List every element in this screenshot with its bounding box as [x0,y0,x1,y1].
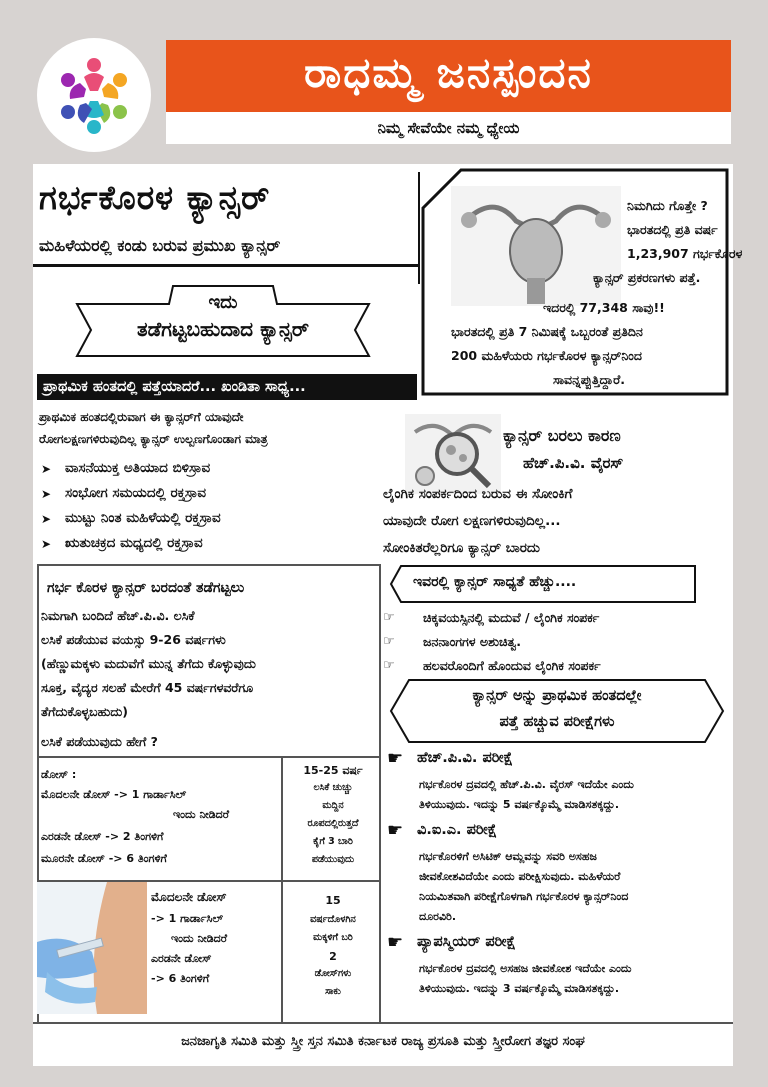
arrow-icon: ➤ [41,537,52,551]
page-title: ಗರ್ಭಕೊರಳ ಕ್ಯಾನ್ಸರ್ [39,178,271,217]
risk-item: ಜನನಾಂಗಗಳ ಅಶುಚಿತ್ವ. [423,634,521,649]
vaccine-line: ತೆಗೆದುಕೊಳ್ಳಬಹುದು) [41,704,128,719]
fact-line: ನಿಮಗಿದು ಗೊತ್ತೇ ? [627,198,708,213]
age-block-line: 15 [325,894,341,907]
tests-heading: ಕ್ಯಾನ್ಸರ್ ಅನ್ನು ಪ್ರಾಥಮಿಕ ಹಂತದಲ್ಲೇ [472,688,642,704]
vaccine-heading: ಗರ್ಭ ಕೊರಳ ಕ್ಯಾನ್ಸರ್ ಬರದಂತೆ ತಡೆಗಟ್ಟಲು [47,580,245,596]
age-block-line: ಪಡೆಯುವುದು [311,854,355,865]
risk-item: ಹಲವರೊಂದಿಗೆ ಹೊಂದುವ ಲೈಂಗಿಕ ಸಂಪರ್ಕ [423,658,601,673]
hpv-title: ಕ್ಯಾನ್ಸರ್ ಬರಲು ಕಾರಣ [503,426,621,445]
test-desc: ಗರ್ಭಕೊರಳ ದ್ರವದಲ್ಲಿ ಹೆಚ್.ಪಿ.ವಿ. ವೈರಸ್ ಇದೆಯೇ ಎಂದು [419,778,634,791]
pointing-hand-icon: ☞ [383,610,395,625]
test-desc: ದೂರವಿರಿ. [419,910,457,923]
age-block-line: ಡೋಸ್‌ಗಳು [314,968,352,979]
pointing-hand-icon: ☛ [387,820,404,841]
dose-row: ಮೊದಲನೇ ಡೋಸ್ [151,890,227,904]
footer-credits: ಜನಜಾಗೃತಿ ಸಮಿತಿ ಮತ್ತು ಸ್ತ್ರೀ ಸ್ತನ ಸಮಿತಿ ಕರ್ನಾಟಕ ರಾಜ್ಯ ಪ್ರಸೂತಿ ಮತ್ತು ಸ್ತ್ರೀರೋಗ ತಜ್ಞರ ಸಂಘ [181,1034,585,1049]
vaccination-photo [37,882,147,1014]
dose-row: ಇಂದು ನೀಡಿದರೆ [173,808,230,821]
dose-row: ಮೂರನೇ ಡೋಸ್ -> 6 ತಿಂಗಳಿಗೆ [41,852,167,865]
age-block-line: ಸಾಕು [325,986,341,997]
symptom-item: ಸಂಭೋಗ ಸಮಯದಲ್ಲಿ ರಕ್ತಸ್ರಾವ [65,485,207,501]
fact-line: ಇದರಲ್ಲಿ 77,348 ಸಾವು!! [543,300,665,315]
age-block-line: ಮದ್ದಿನ [322,800,344,811]
pointing-hand-icon: ☛ [387,748,404,769]
test-desc: ಗರ್ಭಕೊರಳ ದ್ರವದಲ್ಲಿ ಅಸಹಜ ಜೀವಕೋಶ ಇದೆಯೇ ಎಂದು [419,962,632,975]
dose-row: -> 1 ಗಾರ್ಡಾಸಿಲ್ [151,912,224,925]
logo [37,38,151,152]
fact-line: 200 ಮಹಿಳೆಯರು ಗರ್ಭಕೊರಳ ಕ್ಯಾನ್ಸರ್‌ನಿಂದ [451,348,642,363]
symptom-item: ವಾಸನೆಯುಕ್ತ ಅತಿಯಾದ ಬಿಳಿಸ್ರಾವ [65,460,211,476]
tagline: ನಿಮ್ಮ ಸೇವೆಯೇ ನಮ್ಮ ಧ್ಯೇಯ [166,112,731,144]
dose-row: -> 6 ತಿಂಗಳಿಗೆ [151,972,210,985]
dose-row: ಇಂದು ನೀಡಿದರೆ [171,932,228,945]
fact-line: ಸಾವನ್ನಪ್ಪುತ್ತಿದ್ದಾರೆ. [553,372,626,387]
poster-sheet [33,164,743,1066]
vaccine-line: (ಹೆಣ್ಣುಮಕ್ಕಳು ಮದುವೆಗೆ ಮುನ್ನ ತೆಗೆದು ಕೊಳ್ಳುವುದು [41,656,256,671]
pointing-hand-icon: ☞ [383,634,395,649]
dose-row: ಮೊದಲನೇ ಡೋಸ್ -> 1 ಗಾರ್ಡಾಸಿಲ್ [41,788,187,801]
vaccine-line: ನಿಮಗಾಗಿ ಬಂದಿದೆ ಹೆಚ್.ಪಿ.ವಿ. ಲಸಿಕೆ [41,608,195,623]
test-desc: ಗರ್ಭಕೊರಳಿಗೆ ಅಸಿಟಿಕ್ ಆಮ್ಲವನ್ನು ಸವರಿ ಅಸಹಜ [419,850,597,863]
pointing-hand-icon: ☛ [387,932,404,953]
symptom-item: ಋತುಚಕ್ರದ ಮಧ್ಯದಲ್ಲಿ ರಕ್ತಸ್ರಾವ [65,535,203,551]
test-desc: ನಿಯಮಿತವಾಗಿ ಪರೀಕ್ಷೆಗೊಳಗಾಗಿ ಗರ್ಭಕೊರಳ ಕ್ಯಾನ್ಸರ್‌ನಿಂದ [419,890,629,903]
arrow-icon: ➤ [41,512,52,526]
divider [33,1022,733,1024]
page-subtitle: ಮಹಿಳೆಯರಲ್ಲಿ ಕಂಡು ಬರುವ ಪ್ರಮುಖ ಕ್ಯಾನ್ಸರ್ [39,236,281,255]
symptoms-intro: ರೋಗಲಕ್ಷಣಗಳಿರುವುದಿಲ್ಲ ಕ್ಯಾನ್ಸರ್ ಉಲ್ಬಣಗೊಂಡಾಗ ಮಾತ್ರ [39,432,268,446]
dose-label: ಡೋಸ್ : [41,768,77,781]
symptoms-intro: ಪ್ರಾಥಮಿಕ ಹಂತದಲ್ಲಿರುವಾಗ ಈ ಕ್ಯಾನ್ಸರ್‌ಗೆ ಯಾವುದೇ [39,410,244,424]
vaccine-line: ಲಸಿಕೆ ಪಡೆಯುವ ವಯಸ್ಸು 9-26 ವರ್ಷಗಳು [41,632,226,647]
test-desc: ತಿಳಿಯುವುದು. ಇದನ್ನು 3 ವರ್ಷಕ್ಕೊಮ್ಮೆ ಮಾಡಿಸತಕ್ಕದ್ದು. [419,982,619,995]
age-block-line: ಲಸಿಕೆ ಚುಚ್ಚು [313,782,353,793]
test-desc: ಜೀವಕೋಶವಿದೆಯೇ ಎಂದು ಪರೀಕ್ಷಿಸುವುದು. ಮಹಿಳೆಯರೆ [419,870,621,883]
virus-magnifier-image [405,414,501,494]
risk-heading: ಇವರಲ್ಲಿ ಕ್ಯಾನ್ಸರ್ ಸಾಧ್ಯತೆ ಹೆಚ್ಚು.... [413,574,577,590]
divider [37,756,381,758]
age-block-line: ಕೈಗೆ 3 ಬಾರಿ [313,836,353,847]
test-name: ವಿ.ಐ.ಎ. ಪರೀಕ್ಷೆ [417,822,498,838]
arrow-icon: ➤ [41,487,52,501]
vaccine-line: ಸೂಕ್ತ, ವೈದ್ಯರ ಸಲಹೆ ಮೇರೆಗೆ 45 ವರ್ಷಗಳವರೆಗೂ [41,680,254,695]
fact-line: ಭಾರತದಲ್ಲಿ ಪ್ರತಿ ವರ್ಷ [627,222,718,237]
tests-heading: ಪತ್ತೆ ಹಚ್ಚುವ ಪರೀಕ್ಷೆಗಳು [499,714,615,730]
symptom-item: ಮುಟ್ಟು ನಿಂತ ಮಹಿಳೆಯಲ್ಲಿ ರಕ್ತಸ್ರಾವ [65,510,221,526]
org-title: ರಾಧಮ್ಮ ಜನಸ್ಪಂದನ [304,48,593,97]
test-name: ಹೆಚ್.ಪಿ.ವಿ. ಪರೀಕ್ಷೆ [417,750,513,766]
hpv-line: ಲೈಂಗಿಕ ಸಂಪರ್ಕದಿಂದ ಬರುವ ಈ ಸೋಂಕಿಗೆ [383,486,573,502]
divider [281,756,283,1022]
dose-row: ಎರಡನೇ ಡೋಸ್ -> 2 ತಿಂಗಳಿಗೆ [41,830,164,843]
age-block-line: 2 [329,950,337,963]
header-banner [166,40,731,144]
age-block-line: 15-25 ವರ್ಷ [303,764,363,777]
hpv-line: ಸೋಂಕಿತರೆಲ್ಲರಿಗೂ ಕ್ಯಾನ್ಸರ್ ಬಾರದು [383,540,540,556]
age-block-line: ಮಕ್ಕಳಿಗೆ ಬರಿ [313,932,353,943]
badge-line: ಇದು [208,292,238,313]
badge-line: ತಡೆಗಟ್ಟಬಹುದಾದ ಕ್ಯಾನ್ಸರ್ [136,317,309,341]
arrow-icon: ➤ [41,462,52,476]
risk-item: ಚಿಕ್ಕವಯಸ್ಸಿನಲ್ಲಿ ಮದುವೆ / ಲೈಂಗಿಕ ಸಂಪರ್ಕ [423,610,600,625]
uterus-diagram-image [451,186,621,306]
age-block-line: ವರ್ಷದೊಳಗಿನ [310,914,356,925]
fact-line: ಭಾರತದಲ್ಲಿ ಪ್ರತಿ 7 ನಿಮಿಷಕ್ಕೆ ಒಬ್ಬರಂತೆ ಪ್ರತಿದಿನ [451,324,643,339]
dose-row: ಎರಡನೇ ಡೋಸ್ [151,952,212,965]
divider [418,172,420,284]
age-block-line: ರೂಪದಲ್ಲಿರುತ್ತದೆ [307,818,359,829]
test-name: ಪ್ಯಾಪಸ್ಮಿಯರ್ ಪರೀಕ್ಷೆ [417,934,516,950]
pointing-hand-icon: ☞ [383,658,395,673]
vaccine-how: ಲಸಿಕೆ ಪಡೆಯುವುದು ಹೇಗೆ ? [41,734,158,749]
fact-line: 1,23,907 ಗರ್ಭಕೊರಳ [627,246,743,261]
early-detection-strip: ಪ್ರಾಥಮಿಕ ಹಂತದಲ್ಲಿ ಪತ್ತೆಯಾದರೆ... ಖಂಡಿತಾ ಸಾಧ್ಯ... [37,374,417,400]
fact-line: ಕ್ಯಾನ್ಸರ್ ಪ್ರಕರಣಗಳು ಪತ್ತೆ. [593,270,701,285]
test-desc: ತಿಳಿಯುವುದು. ಇದನ್ನು 5 ವರ್ಷಕ್ಕೊಮ್ಮೆ ಮಾಡಿಸತಕ್ಕದ್ದು. [419,798,619,811]
hpv-title: ಹೆಚ್.ಪಿ.ವಿ. ವೈರಸ್ [523,454,624,472]
divider [33,264,418,267]
hpv-line: ಯಾವುದೇ ರೋಗ ಲಕ್ಷಣಗಳಿರುವುದಿಲ್ಲ... [383,513,561,529]
